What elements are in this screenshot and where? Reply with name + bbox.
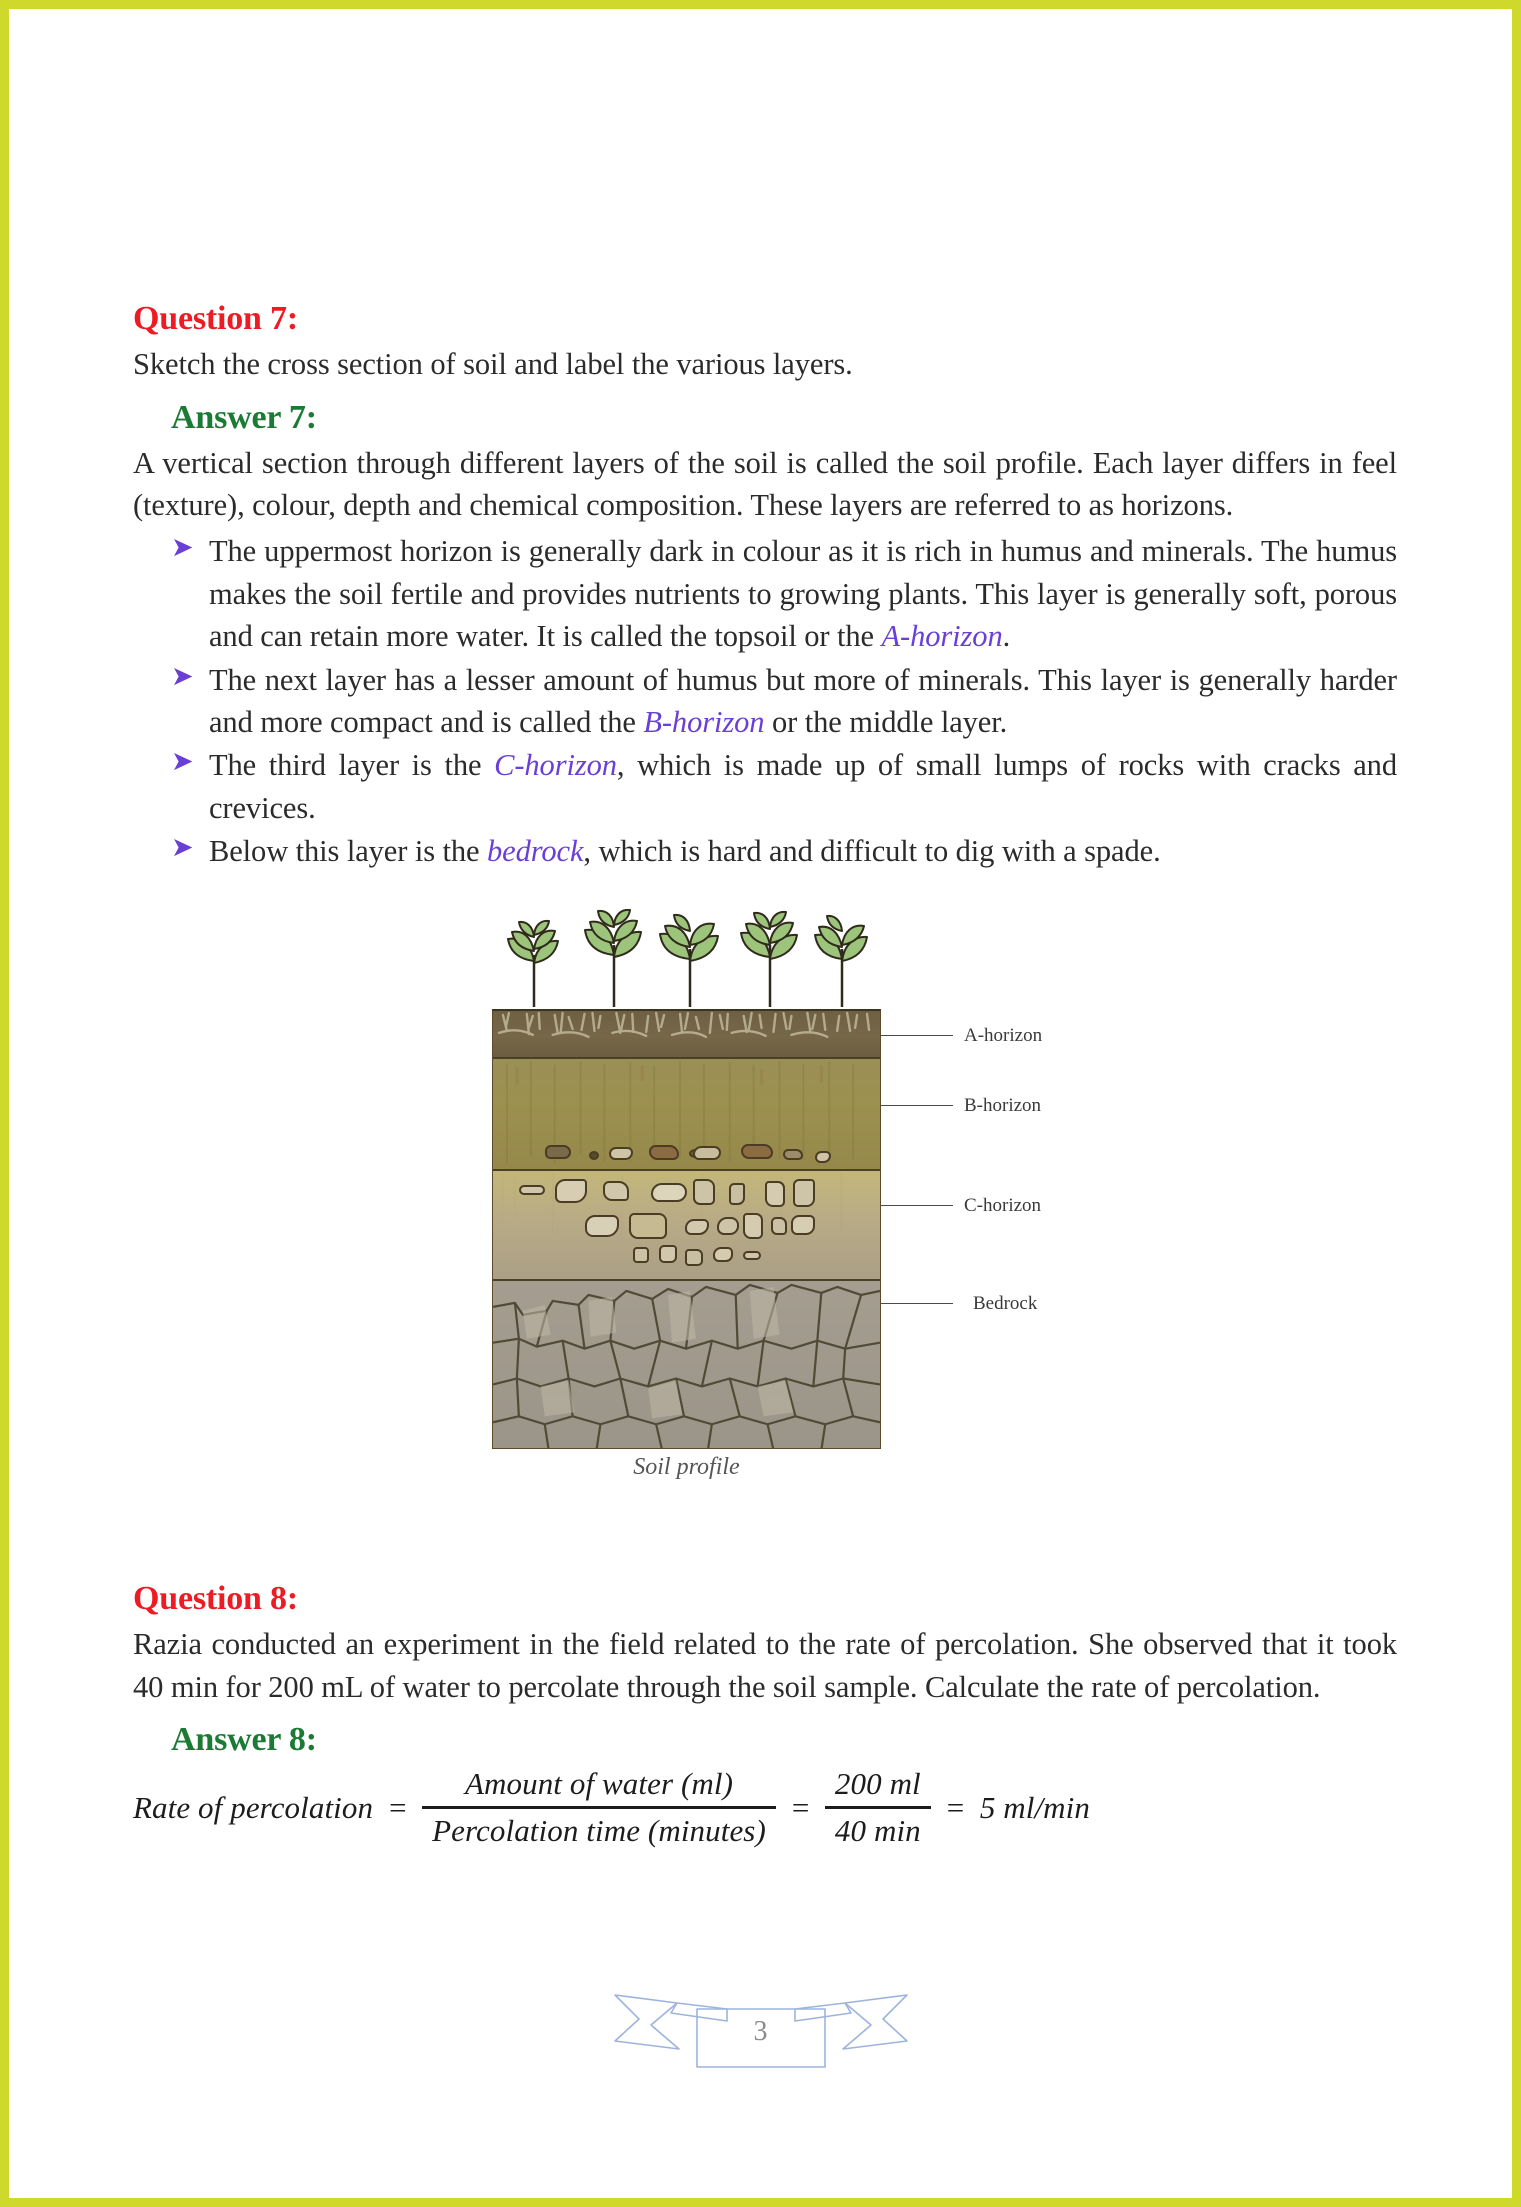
- pebble: [741, 1144, 773, 1159]
- rock-fragment: [651, 1183, 687, 1202]
- rock-fragment: [713, 1247, 733, 1262]
- question-8-text: Razia conducted an experiment in the field related to the rate of percolation. She observed that it took 40 min for 200 mL of water to percolate through the soil sample. Calculate the rate of percolation.: [133, 1627, 1397, 1704]
- bullet-text-pre: The uppermost horizon is generally dark in colour as it is rich in humus and minerals. The humus makes the soil fertile and provides nutrients to growing plants. This layer is generally soft, porous and can retain more water. It is called the topsoil or the: [209, 534, 1397, 654]
- rock-fragment: [791, 1215, 815, 1235]
- rock-fragment: [633, 1247, 649, 1263]
- bullet-text-post: or the middle layer.: [764, 704, 1008, 739]
- rock-fragment: [771, 1217, 787, 1235]
- diagram-label-a-horizon: A-horizon: [964, 1025, 1043, 1046]
- question-8-heading: Question 8:: [133, 1580, 298, 1617]
- figure-caption: Soil profile: [633, 1454, 740, 1480]
- diagram-label-c-horizon: C-horizon: [964, 1195, 1042, 1216]
- rock-fragment: [743, 1213, 763, 1239]
- formula-equals-2: =: [789, 1789, 811, 1825]
- layer-c-horizon: [493, 1171, 880, 1281]
- highlighted-term: A-horizon: [881, 619, 1003, 654]
- layer-a-horizon: [493, 1011, 880, 1059]
- list-item: [133, 744, 1397, 829]
- layer-b-horizon: [493, 1059, 880, 1171]
- layer-bedrock: [493, 1281, 880, 1449]
- soil-profile-figure: [492, 909, 1043, 1480]
- page-number: 3: [753, 2016, 768, 2047]
- percolation-formula: [133, 1766, 1397, 1849]
- arrow-bullet-icon: ➤: [171, 532, 194, 563]
- rock-fragment: [519, 1185, 545, 1195]
- plants-band: [492, 909, 881, 1009]
- list-item: [133, 530, 1397, 657]
- answer-7-intro: A vertical section through different layers of the soil is called the soil profile. Each layer differs in feel (texture), colour, depth and chemical composition. These layers are referred to as horizons.: [133, 445, 1397, 522]
- soil-profile-diagram: [492, 909, 1043, 1449]
- bullet-text-post: .: [1002, 619, 1011, 654]
- page-inner: [9, 9, 1512, 2198]
- rock-fragment: [717, 1217, 739, 1235]
- rock-fragment: [603, 1181, 629, 1201]
- highlighted-term: C-horizon: [494, 748, 617, 783]
- diagram-label-b-horizon: B-horizon: [964, 1095, 1042, 1116]
- answer-8-heading: Answer 8:: [171, 1720, 317, 1758]
- bullet-text-post: , which is hard and difficult to dig with a spade.: [583, 834, 1161, 869]
- formula-result: 5 ml/min: [979, 1789, 1090, 1825]
- highlighted-term: B-horizon: [643, 704, 765, 739]
- rock-fragment: [555, 1179, 587, 1203]
- arrow-bullet-icon: ➤: [171, 746, 194, 777]
- bullet-text-pre: Below this layer is the: [209, 834, 487, 869]
- leader-line-a: [881, 1035, 953, 1036]
- leader-line-b: [881, 1105, 953, 1106]
- arrow-bullet-icon: ➤: [171, 832, 194, 863]
- horizon-bullet-list: [133, 530, 1397, 872]
- pebble: [693, 1146, 721, 1160]
- pebble: [545, 1145, 571, 1159]
- soil-layers-stack: [492, 1009, 881, 1449]
- formula-equals-1: =: [387, 1789, 409, 1825]
- rock-fragment: [729, 1183, 745, 1205]
- leader-line-bedrock: [881, 1303, 953, 1304]
- highlighted-term: bedrock: [486, 834, 584, 869]
- formula-fraction-2: [825, 1766, 931, 1849]
- answer-7-heading: Answer 7:: [171, 398, 317, 436]
- rock-fragment: [743, 1251, 761, 1260]
- bullet-text-post: , which is made up of small lumps of rocks with cracks and crevices.: [209, 748, 1397, 825]
- list-item: [133, 659, 1397, 744]
- pebble: [609, 1147, 633, 1160]
- diagram-label-bedrock: Bedrock: [973, 1293, 1038, 1314]
- formula-lead: Rate of percolation: [133, 1789, 374, 1825]
- rock-fragment: [585, 1215, 619, 1237]
- list-item: [133, 830, 1397, 872]
- formula-fraction-1: [422, 1766, 776, 1849]
- rock-fragment: [793, 1179, 815, 1207]
- rock-fragment: [685, 1219, 709, 1235]
- rock-fragment: [629, 1213, 667, 1239]
- bedrock-texture-icon: [493, 1281, 880, 1449]
- question-7-heading: Question 7:: [133, 300, 298, 337]
- formula-numerator-1: Amount of water (ml): [464, 1766, 734, 1801]
- root-texture-icon: [493, 1011, 880, 1059]
- formula-numerator-2: 200 ml: [834, 1766, 921, 1801]
- bullet-text-pre: The next layer has a lesser amount of humus but more of minerals. This layer is generally harder and more compact and is called the: [209, 662, 1397, 739]
- document-content: [133, 299, 1397, 874]
- arrow-bullet-icon: ➤: [171, 660, 194, 691]
- seedling-plants-icon: [492, 909, 881, 1009]
- page-number-ribbon: [611, 1969, 911, 2079]
- question-8-block: [133, 1579, 1397, 1849]
- rock-fragment: [765, 1181, 785, 1207]
- pebble: [649, 1145, 679, 1160]
- rock-fragment: [693, 1179, 715, 1205]
- leader-line-c: [881, 1205, 953, 1206]
- formula-denominator-1: Percolation time (minutes): [422, 1806, 776, 1849]
- formula-denominator-2: 40 min: [825, 1806, 931, 1849]
- question-7-text: Sketch the cross section of soil and label the various layers.: [133, 347, 853, 382]
- rock-fragment: [659, 1245, 677, 1263]
- bullet-text-pre: The third layer is the: [209, 748, 495, 783]
- pebble: [589, 1151, 599, 1160]
- rock-fragment: [685, 1249, 703, 1266]
- pebble: [783, 1149, 803, 1160]
- formula-equals-3: =: [944, 1789, 966, 1825]
